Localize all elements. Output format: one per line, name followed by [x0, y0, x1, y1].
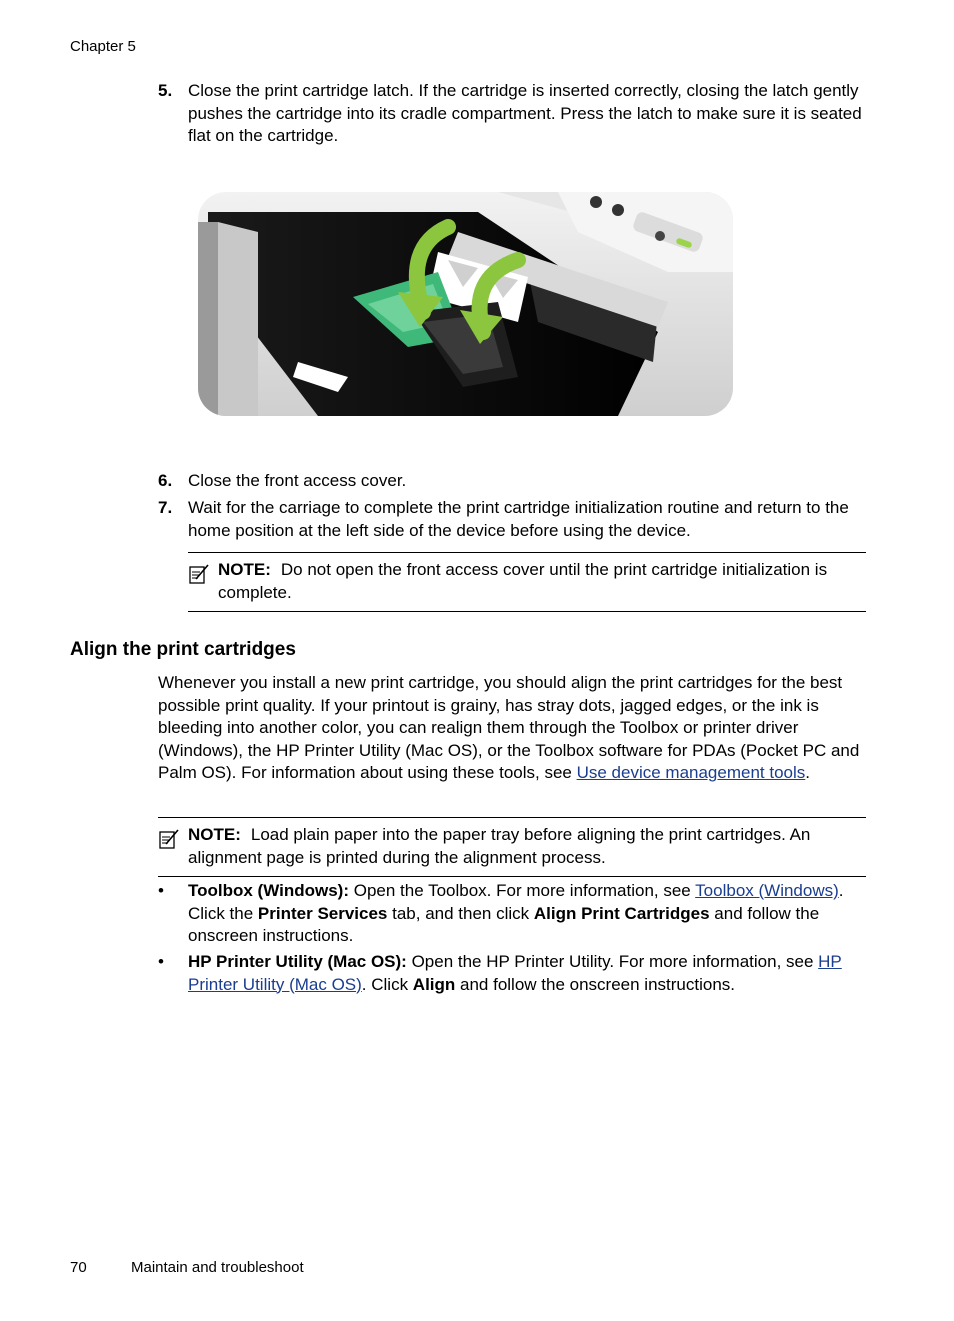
toolbox-windows-link[interactable]: Toolbox (Windows): [695, 881, 839, 900]
note-label: NOTE:: [188, 825, 241, 844]
step-7: [158, 497, 868, 542]
chapter-header: Chapter 5: [70, 38, 136, 55]
step-text: Close the front access cover.: [188, 471, 407, 490]
note-text: [218, 553, 866, 604]
list-item: [158, 951, 858, 996]
item-text: . Click the: [188, 881, 844, 923]
section-heading: Align the print cartridges: [70, 639, 296, 660]
bullet-mark: •: [158, 952, 164, 971]
bullet-mark: •: [158, 881, 164, 900]
note-icon: [188, 563, 210, 585]
page-number: 70: [70, 1259, 87, 1276]
cartridge-latch-illustration: [198, 192, 733, 416]
step-5: [158, 80, 868, 148]
item-title: HP Printer Utility (Mac OS):: [188, 952, 407, 971]
step-number: 6.: [158, 471, 173, 490]
align-print-cartridges-label: Align Print Cartridges: [533, 903, 710, 923]
note-body: Load plain paper into the paper tray before aligning the print cartridges. An alignment page is printed during the alignment process.: [188, 825, 811, 867]
item-text: and follow the onscreen instructions.: [455, 974, 736, 994]
note-box: [188, 552, 866, 612]
section-paragraph: [158, 672, 863, 785]
device-management-tools-link[interactable]: Use device management tools: [576, 763, 806, 782]
step-6: [158, 470, 868, 493]
note-box: [158, 817, 866, 877]
note-body: Do not open the front access cover until the print cartridge initialization is complete.: [218, 560, 828, 602]
hp-printer-utility-link[interactable]: HP Printer Utility (Mac OS): [188, 952, 842, 994]
list-item-text: [188, 951, 858, 996]
item-text: tab, and then click: [387, 903, 534, 923]
paragraph-text: Whenever you install a new print cartridge, you should align the print cartridges for the best possible print quality. If your printout is grainy, has stray dots, jagged edges, or the ink is bleeding into another color, you can realign them through the Toolbox or printer driver (Windows), the HP Printer Utility (Mac OS), or the Toolbox software for PDAs (Pocket PC and Palm OS). For information about using these tools, see: [158, 673, 860, 782]
note-icon: [158, 828, 180, 850]
step-text: Close the print cartridge latch. If the cartridge is inserted correctly, closing the latch gently pushes the cartridge into its cradle compartment. Press the latch to make sure it is seated flat on the cartridge.: [188, 81, 862, 145]
footer-title: Maintain and troubleshoot: [131, 1259, 304, 1276]
note-text: [188, 818, 866, 869]
step-number: 5.: [158, 81, 173, 100]
step-number: 7.: [158, 498, 173, 517]
list-item: [158, 880, 858, 948]
item-text: . Click: [361, 974, 413, 994]
item-text: Open the Toolbox. For more information, see: [349, 881, 696, 900]
step-text: Wait for the carriage to complete the print cartridge initialization routine and return to the home position at the left side of the device before using the device.: [188, 498, 849, 540]
align-label: Align: [412, 974, 456, 994]
item-text: Open the HP Printer Utility. For more information, see: [406, 952, 819, 971]
list-item-text: [188, 880, 858, 948]
paragraph-end: .: [805, 763, 811, 782]
printer-services-label: Printer Services: [257, 903, 388, 923]
note-label: NOTE:: [218, 560, 271, 579]
item-text: and follow the onscreen instructions.: [188, 903, 820, 945]
item-title: Toolbox (Windows):: [188, 881, 349, 900]
